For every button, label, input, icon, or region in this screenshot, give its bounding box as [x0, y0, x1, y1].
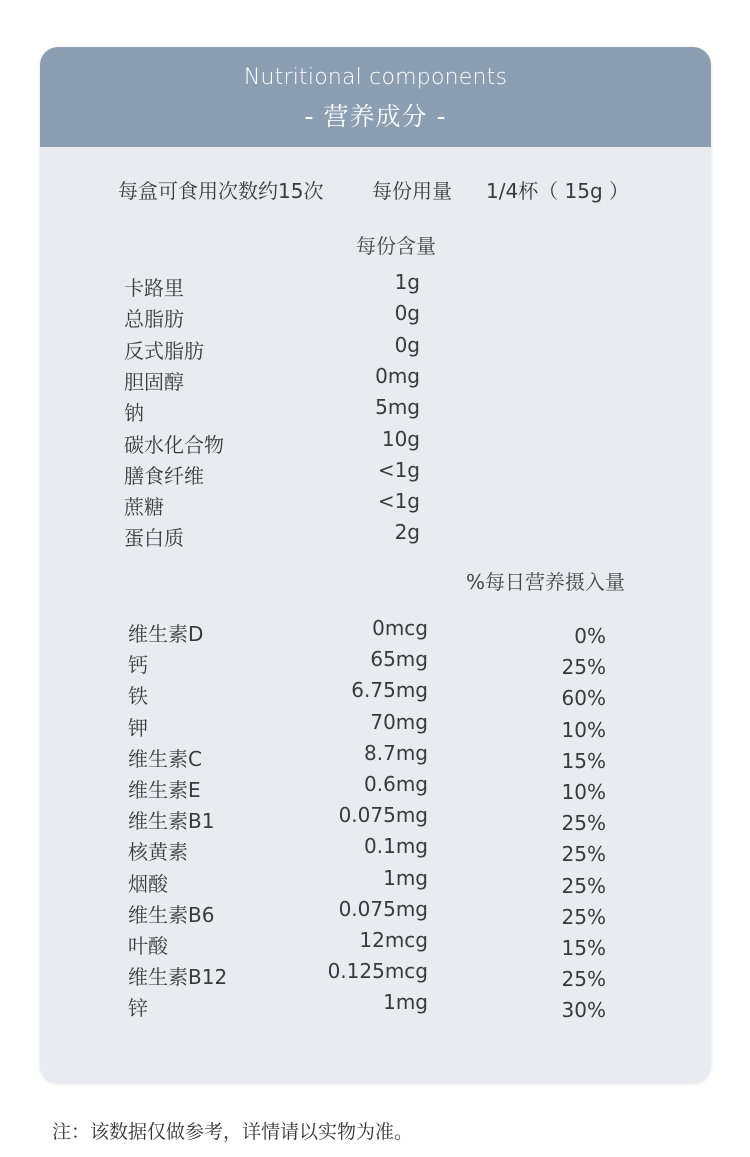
nutrient-amount: 0.1mg [364, 834, 428, 858]
nutrient-amount: 12mcg [359, 928, 428, 952]
nutrient-name: 维生素C [128, 747, 202, 771]
nutrient-name: 维生素B6 [128, 903, 215, 927]
nutrient-amount: 10g [381, 427, 420, 451]
nutrient-name: 烟酸 [128, 872, 168, 896]
servings-per-box: 每盒可食用次数约15次 [118, 179, 324, 203]
daily-value-percent: 25% [561, 874, 606, 898]
nutrient-amount: 5mg [375, 395, 420, 419]
daily-value-percent: 25% [561, 811, 606, 835]
nutrient-name: 碳水化合物 [124, 433, 224, 457]
card-header [40, 47, 711, 147]
nutrient-amount: 65mg [370, 647, 428, 671]
daily-value-percent: 25% [561, 842, 606, 866]
nutrient-name: 维生素E [128, 778, 201, 802]
title-english: Nutritional components [243, 65, 508, 90]
daily-value-percent: 10% [561, 780, 606, 804]
serving-size-label: 每份用量 [372, 179, 452, 203]
daily-value-percent: 25% [561, 655, 606, 679]
daily-value-percent: 25% [561, 967, 606, 991]
daily-value-percent: 15% [561, 936, 606, 960]
daily-value-percent: 10% [561, 718, 606, 742]
nutrient-name: 维生素B1 [128, 809, 215, 833]
nutrient-name: 胆固醇 [124, 370, 184, 394]
serving-size-value: 1/4杯（ 15g ） [486, 179, 630, 203]
nutrient-amount: 0.6mg [364, 772, 428, 796]
nutrient-name: 钙 [128, 653, 148, 677]
nutrient-amount: 1g [394, 270, 420, 294]
disclaimer-note: 注：该数据仅做参考，详情请以实物为准。 [52, 1121, 414, 1143]
nutrient-name: 铁 [128, 684, 148, 708]
nutrient-name: 钾 [128, 716, 148, 740]
nutrient-amount: 0.075mg [338, 803, 428, 827]
nutrient-amount: 8.7mg [364, 741, 428, 765]
nutrient-name: 总脂肪 [124, 307, 184, 331]
nutrient-amount: 0.125mcg [327, 959, 428, 983]
daily-value-percent: 25% [561, 905, 606, 929]
nutrient-name: 核黄素 [128, 840, 188, 864]
nutrient-name: 蛋白质 [124, 526, 184, 550]
nutrient-name: 锌 [128, 996, 148, 1020]
per-serving-header: 每份含量 [356, 234, 436, 258]
nutrient-name: 蔗糖 [124, 495, 164, 519]
nutrient-name: 叶酸 [128, 934, 168, 958]
daily-value-percent: 15% [561, 749, 606, 773]
nutrient-amount: 0.075mg [338, 897, 428, 921]
nutrient-name: 反式脂肪 [124, 339, 204, 363]
nutrient-amount: <1g [377, 489, 420, 513]
nutrient-amount: 1mg [383, 866, 428, 890]
nutrient-amount: 0g [394, 333, 420, 357]
nutrient-amount: 0mg [375, 364, 420, 388]
nutrient-name: 膳食纤维 [124, 464, 204, 488]
daily-value-percent: 0% [574, 624, 606, 648]
nutrient-amount: 6.75mg [351, 678, 428, 702]
nutrient-amount: 0mcg [372, 616, 428, 640]
nutrient-name: 钠 [124, 401, 144, 425]
daily-value-percent: 60% [561, 686, 606, 710]
nutrient-amount: <1g [377, 458, 420, 482]
title-chinese: - 营养成分 - [304, 102, 447, 131]
daily-value-percent: 30% [561, 998, 606, 1022]
nutrient-amount: 2g [394, 520, 420, 544]
nutrient-name: 维生素D [128, 622, 204, 646]
nutrient-amount: 70mg [370, 710, 428, 734]
nutrient-name: 卡路里 [124, 276, 184, 300]
nutrient-amount: 0g [394, 301, 420, 325]
nutrient-name: 维生素B12 [128, 965, 228, 989]
daily-value-header: %每日营养摄入量 [466, 570, 626, 594]
nutrient-amount: 1mg [383, 990, 428, 1014]
